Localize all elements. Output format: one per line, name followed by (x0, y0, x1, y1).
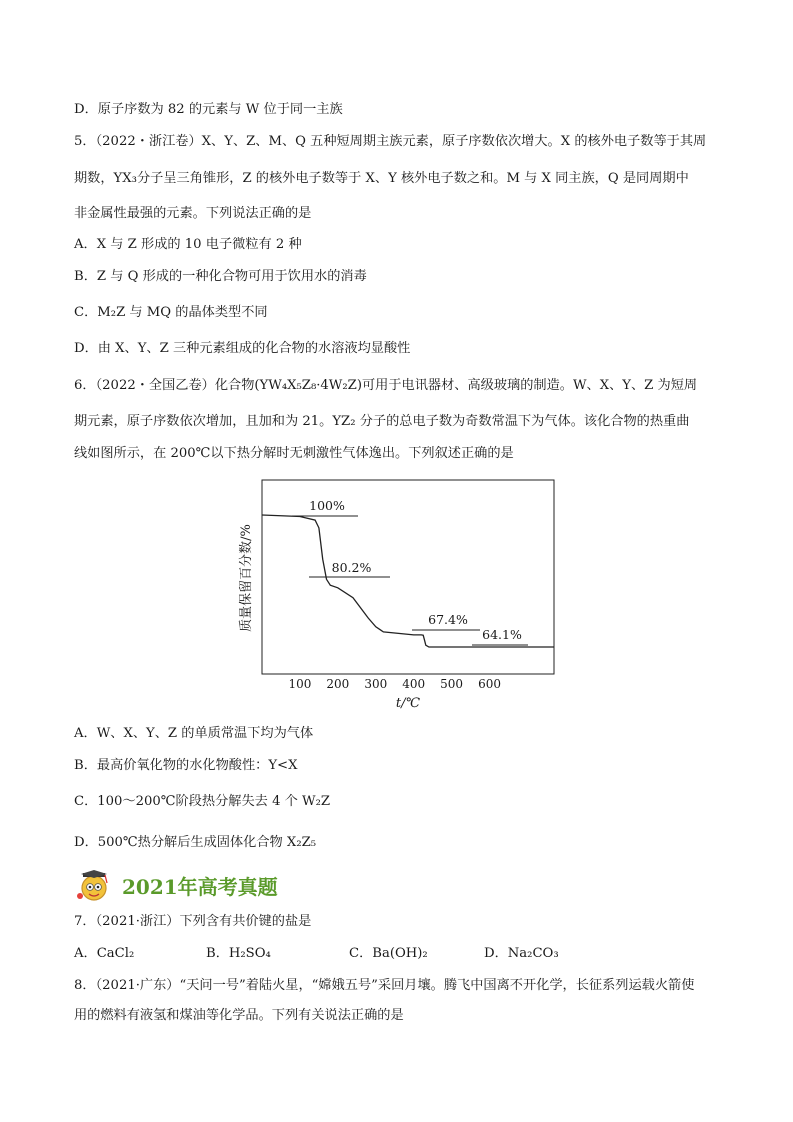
x-tick-label: 600 (478, 677, 501, 691)
x-tick-label: 300 (364, 677, 388, 691)
q5-option-d: D．由 X、Y、Z 三种元素组成的化合物的水溶液均显酸性 (74, 341, 411, 356)
x-tick-label: 400 (402, 677, 426, 691)
annotation-label: 67.4% (428, 612, 468, 627)
annotations (292, 498, 528, 645)
x-axis-label: t/℃ (395, 696, 421, 710)
q6-stem-line3: 线如图所示，在 200℃以下热分解时无刺激性气体逸出。下列叙述正确的是 (74, 446, 514, 461)
section-title: 2021年高考真题 (122, 875, 278, 899)
q7-stem: 7．（2021·浙江）下列含有共价键的盐是 (74, 914, 312, 929)
q8-stem-line2: 用的燃料有液氢和煤油等化学品。下列有关说法正确的是 (74, 1008, 404, 1023)
x-tick-label: 200 (326, 677, 350, 691)
q6-option-a: A．W、X、Y、Z 的单质常温下均为气体 (74, 726, 314, 741)
annotation-label: 80.2% (331, 560, 372, 575)
thermogravimetric-chart (232, 470, 572, 710)
q7-option-c: C．Ba(OH)₂ (349, 946, 428, 961)
annotation-label: 64.1% (482, 627, 522, 642)
y-axis-label: 质量保留百分数/% (239, 524, 254, 632)
q5-option-c: C．M₂Z 与 MQ 的晶体类型不同 (74, 305, 268, 320)
q5-option-a: A．X 与 Z 形成的 10 电子微粒有 2 种 (74, 237, 302, 252)
q6-stem-line1: 6．（2022・全国乙卷）化合物(YW₄X₅Z₈·4W₂Z)可用于电讯器材、高级玻璃的制造。W、X、Y、Z 为短周 (74, 378, 698, 393)
q5-stem-line3: 非金属性最强的元素。下列说法正确的是 (74, 206, 312, 221)
x-tick-label: 500 (440, 677, 464, 691)
q6-option-c: C．100～200℃阶段热分解失去 4 个 W₂Z (74, 794, 331, 809)
annotation-label: 100% (309, 498, 345, 513)
q7-option-d: D．Na₂CO₃ (484, 946, 559, 961)
x-ticks (288, 677, 501, 691)
x-tick-label: 100 (288, 677, 312, 691)
q5-option-b: B．Z 与 Q 形成的一种化合物可用于饮用水的消毒 (74, 269, 367, 284)
section-header (74, 870, 278, 904)
q6-stem-line2: 期元素，原子序数依次增加，且加和为 21。YZ₂ 分子的总电子数为奇数常温下为气体。该化合物的热重曲 (74, 414, 690, 429)
q6-option-b: B．最高价氧化物的水化物酸性：Y<X (74, 758, 298, 773)
q7-option-a: A．CaCl₂ (74, 946, 135, 961)
mascot-icon (74, 870, 114, 904)
q7-option-b: B．H₂SO₄ (206, 946, 271, 961)
q6-option-d: D．500℃热分解后生成固体化合物 X₂Z₅ (74, 835, 317, 850)
q4-option-d: D．原子序数为 82 的元素与 W 位于同一主族 (74, 102, 343, 117)
q5-stem-line1: 5．（2022・浙江卷）X、Y、Z、M、Q 五种短周期主族元素，原子序数依次增大。X 的核外电子数等于其周 (74, 134, 707, 149)
q8-stem-line1: 8．（2021·广东）“天问一号”着陆火星，“嫦娥五号”采回月壤。腾飞中国离不开化学，长征系列运载火箭使 (74, 978, 695, 993)
q5-stem-line2: 期数，YX₃分子呈三角锥形，Z 的核外电子数等于 X、Y 核外电子数之和。M 与 X 同主族，Q 是同周期中 (74, 171, 689, 186)
